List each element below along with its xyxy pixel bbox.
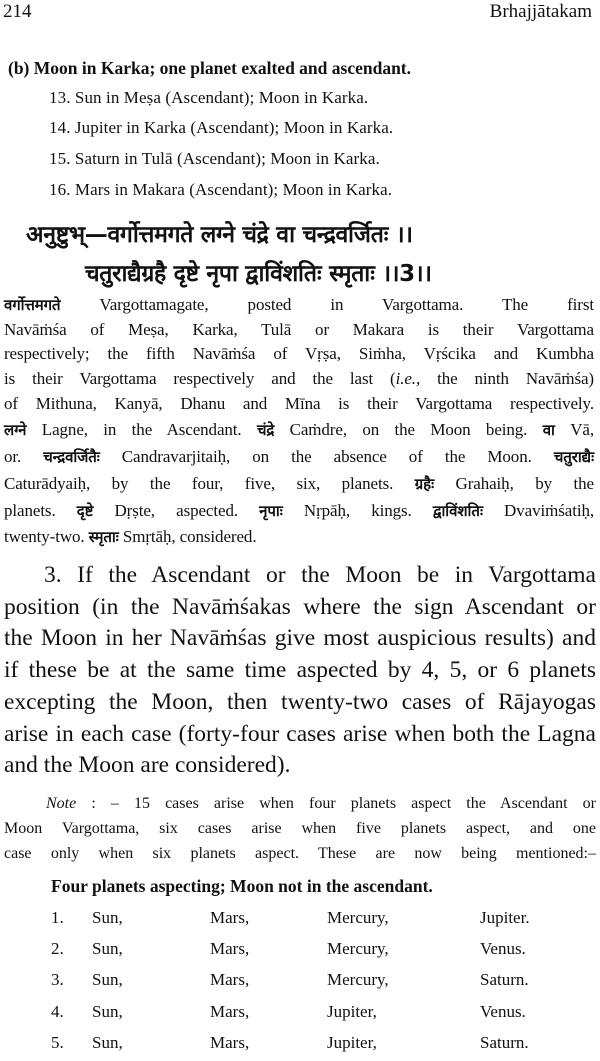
gloss-line-5: of Mithuna, Kanyā, Dhanu and Mīna is their Vargottama respectively. (4, 394, 594, 413)
case-13: 13. Sun in Meṣa (Ascendant); Moon in Karka. (49, 88, 369, 107)
gloss-line-4: is their Vargottama respectively and the last (i.e., the ninth Navāṁśa) (4, 369, 594, 388)
section-heading: (b) Moon in Karka; one planet exalted and ascendant. (8, 58, 412, 78)
gloss-line-10: twenty-two. स्मृताः Smṛtāḥ, considered. (4, 527, 257, 546)
verse-line-2: चतुराद्यैग्रहै दृष्टे नृपा द्वाविंशतिः स्मृताः ।।3।। (85, 261, 432, 287)
case-15: 15. Saturn in Tulā (Ascendant); Moon in Karka. (49, 149, 380, 168)
note-line-3: case only when six planets aspect. These are now being mentioned:– (4, 845, 596, 862)
translation-line-4: if these be at the same time aspected by 4, 5, or 6 planets (4, 657, 596, 683)
gloss-line-8: Caturādyaiḥ, by the four, five, six, planets. ग्रहैः Grahaiḥ, by the (4, 474, 594, 493)
translation-line-2: position (in the Navāṁśakas where the sign Ascendant or (4, 594, 596, 620)
translation-line-7: and the Moon are considered). (4, 752, 291, 778)
note-label: Note (46, 795, 77, 812)
gloss-line-7: or. चन्द्रवर्जितैः Candravarjitaiḥ, on the absence of the Moon. चतुराद्यैः (4, 447, 595, 466)
gloss-line-9: planets. दृष्टे Dṛṣte, aspected. नृपाः Nṛpāḥ, kings. द्वाविंशतिः Dvaviṁśatiḥ, (4, 501, 594, 520)
gloss-line-3: respectively; the fifth Navāṁśa of Vṛṣa, Siṁha, Vṛścika and Kumbha (4, 344, 594, 363)
note-line-2: Moon Vargottama, six cases arise when five planets aspect, and one (4, 820, 596, 837)
table-row: 5. Sun, Mars, Jupiter, Saturn. (51, 1033, 529, 1052)
four-planets-heading: Four planets aspecting; Moon not in the ascendant. (51, 876, 433, 896)
table-row: 1. Sun, Mars, Mercury, Jupiter. (51, 908, 530, 927)
table-row: 4. Sun, Mars, Jupiter, Venus. (51, 1002, 526, 1021)
gloss-sanskrit-word: वर्गोत्तमगते (4, 296, 61, 314)
table-row: 3. Sun, Mars, Mercury, Saturn. (51, 970, 529, 989)
case-14: 14. Jupiter in Karka (Ascendant); Moon in Karka. (49, 118, 394, 137)
translation-line-1: 3. If the Ascendant or the Moon be in Vargottama (44, 562, 596, 588)
note-line-1: Note : – 15 cases arise when four planets aspect the Ascendant or (46, 795, 596, 812)
table-row: 2. Sun, Mars, Mercury, Venus. (51, 939, 526, 958)
translation-line-3: the Moon in her Navāṁśas give most auspicious results) and (4, 625, 596, 651)
gloss-line-2: Navāṁśa of Meṣa, Karka, Tulā or Makara is their Vargottama (4, 320, 594, 339)
case-16: 16. Mars in Makara (Ascendant); Moon in Karka. (49, 180, 393, 199)
page-number: 214 (3, 1, 32, 22)
translation-line-6: arise in each case (forty-four cases arise when both the Lagna (4, 721, 596, 747)
running-head: Brhajjātakam (489, 1, 592, 22)
verse-line-1: अनुष्टुभ्—वर्गोत्तमगते लग्ने चंद्रे वा चन्द्रवर्जितः ।। (26, 222, 413, 248)
translation-line-5: excepting the Moon, then twenty-two cases of Rājayogas (4, 689, 596, 715)
gloss-line-1: वर्गोत्तमगते Vargottamagate, posted in Vargottama. The first (4, 295, 594, 314)
gloss-line-6: लग्ने Lagne, in the Ascendant. चंद्रे Caṁdre, on the Moon being. वा Vā, (4, 420, 594, 439)
